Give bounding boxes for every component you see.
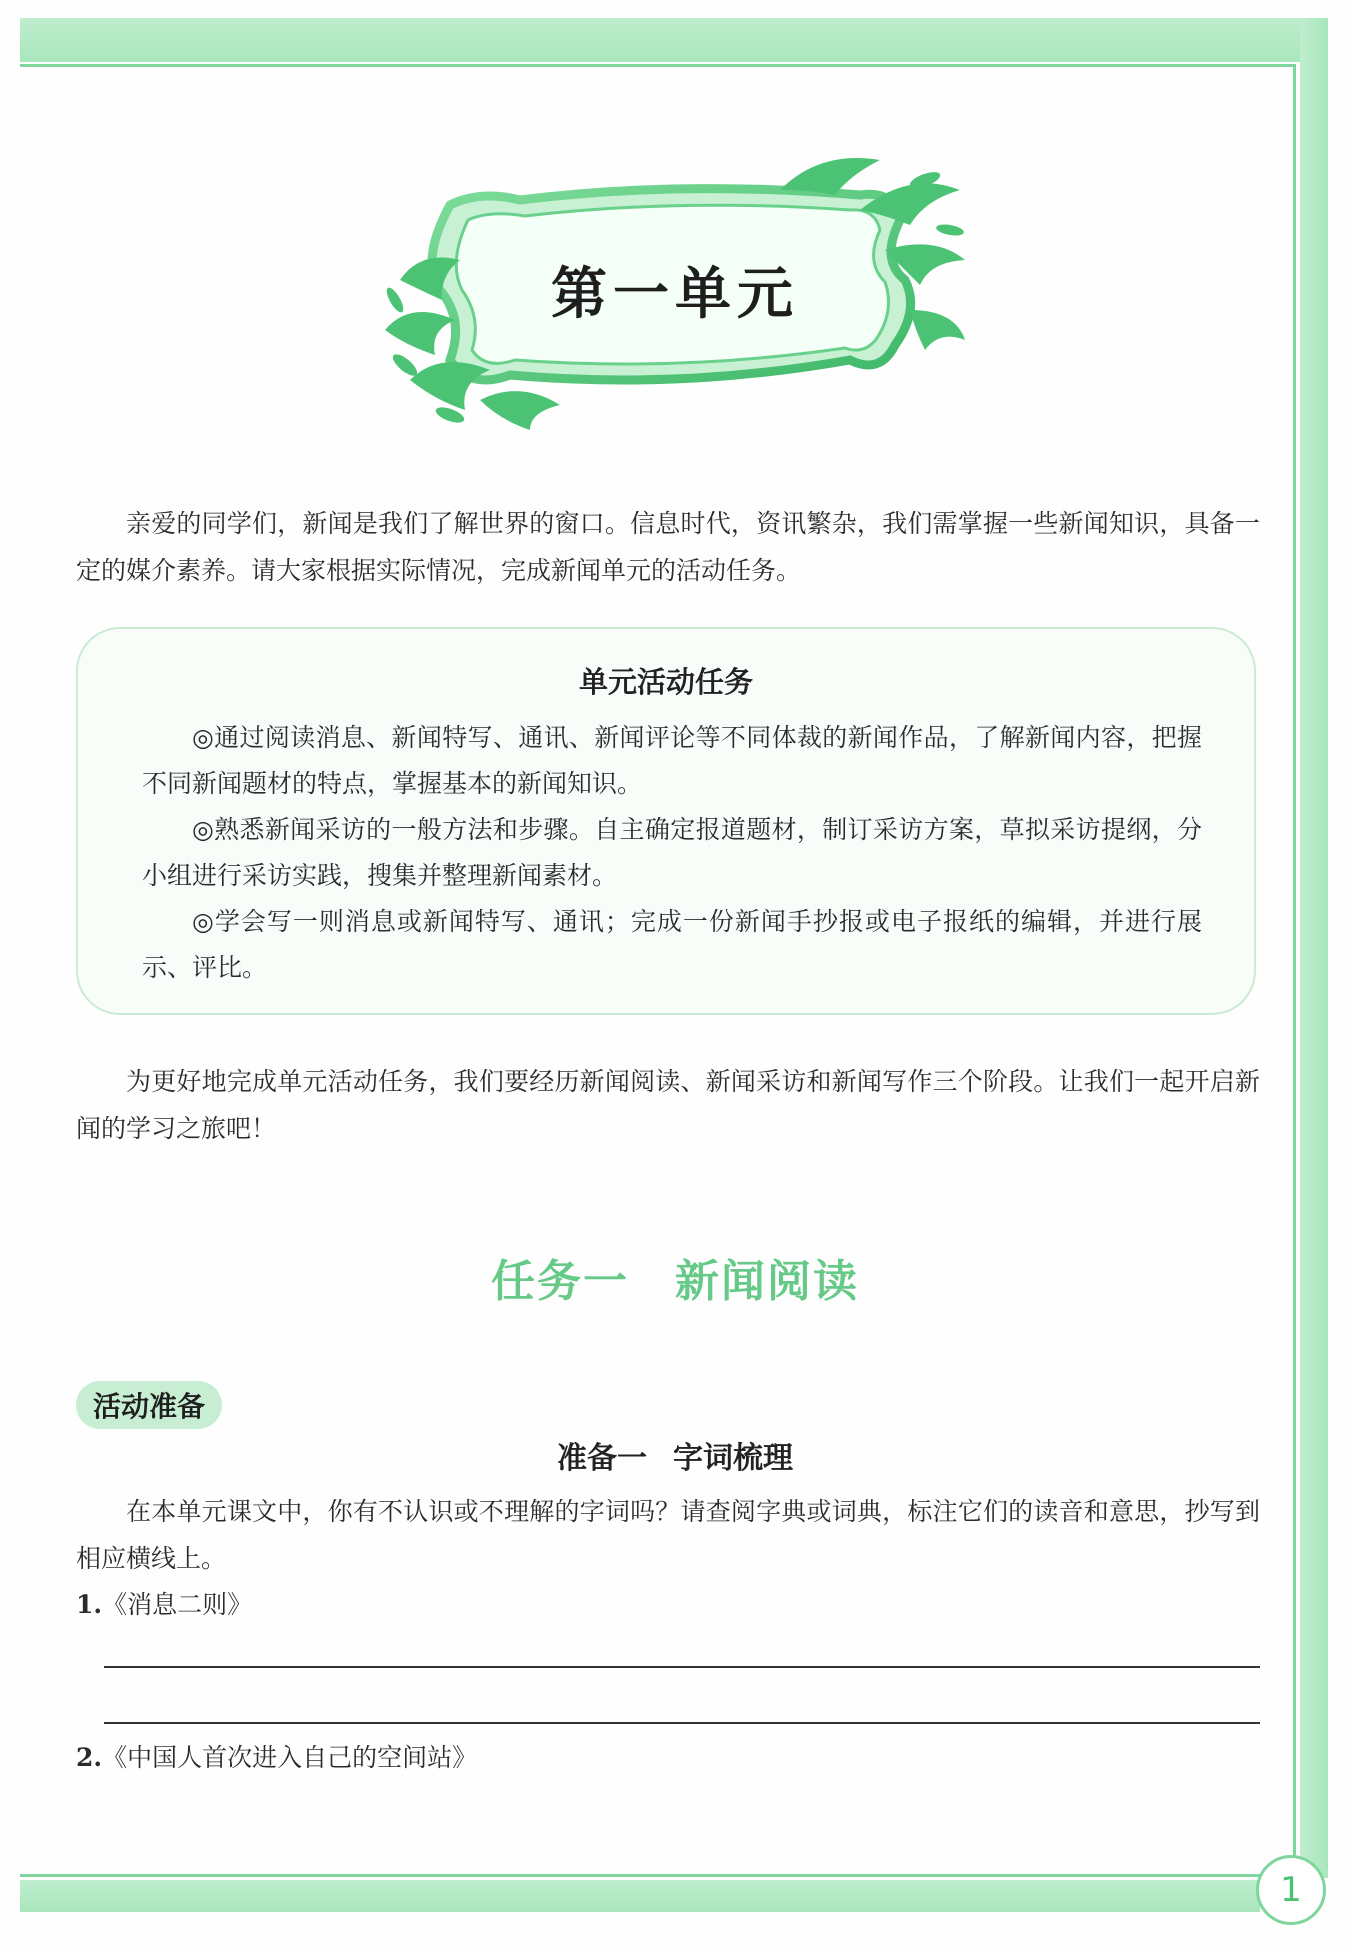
question-1 bbox=[76, 1585, 252, 1621]
question-number: 2. bbox=[76, 1743, 103, 1772]
right-border-line bbox=[1293, 64, 1296, 1874]
question-2 bbox=[76, 1738, 477, 1774]
activity-tag: 活动准备 bbox=[76, 1381, 222, 1429]
stage-paragraph: 为更好地完成单元活动任务，我们要经历新闻阅读、新闻采访和新闻写作三个阶段。让我们一起开启新闻的学习之旅吧！ bbox=[76, 1067, 1260, 1143]
task-item: ◎通过阅读消息、新闻特写、通讯、新闻评论等不同体裁的新闻作品，了解新闻内容，把握不同新闻题材的特点，掌握基本的新闻知识。 bbox=[142, 723, 1202, 798]
prep-name: 字词梳理 bbox=[673, 1441, 793, 1476]
task-box-title: 单元活动任务 bbox=[578, 665, 753, 699]
prep-label: 准备一 bbox=[557, 1441, 647, 1476]
bottom-border-line bbox=[20, 1874, 1270, 1877]
bottom-border-band bbox=[20, 1880, 1260, 1912]
section-heading bbox=[0, 1245, 1350, 1309]
prep-heading bbox=[0, 1433, 1350, 1477]
answer-line[interactable] bbox=[104, 1722, 1260, 1724]
question-title: 《中国人首次进入自己的空间站》 bbox=[102, 1743, 478, 1772]
task-item: ◎学会写一则消息或新闻特写、通讯；完成一份新闻手抄报或电子报纸的编辑，并进行展示、评比。 bbox=[142, 907, 1202, 982]
section-label: 任务一 bbox=[491, 1256, 629, 1307]
question-number: 1. bbox=[76, 1590, 103, 1619]
task-item: ◎熟悉新闻采访的一般方法和步骤。自主确定报道题材，制订采访方案，草拟采访提纲，分小组进行采访实践，搜集并整理新闻素材。 bbox=[142, 815, 1202, 890]
top-border-line bbox=[20, 64, 1295, 67]
answer-line[interactable] bbox=[104, 1666, 1260, 1668]
intro-paragraph: 亲爱的同学们，新闻是我们了解世界的窗口。信息时代，资讯繁杂，我们需掌握一些新闻知识，具备一定的媒介素养。请大家根据实际情况，完成新闻单元的活动任务。 bbox=[76, 509, 1260, 585]
question-title: 《消息二则》 bbox=[102, 1590, 253, 1619]
unit-title: 第一单元 bbox=[551, 262, 799, 327]
page-number: 1 bbox=[1256, 1855, 1326, 1925]
prep-instruction: 在本单元课文中，你有不认识或不理解的字词吗？请查阅字典或词典，标注它们的读音和意思，抄写到相应横线上。 bbox=[76, 1497, 1260, 1573]
right-border-band bbox=[1300, 18, 1328, 1878]
section-name: 新闻阅读 bbox=[675, 1256, 859, 1307]
top-border-band bbox=[20, 18, 1328, 62]
task-list bbox=[142, 715, 1202, 991]
